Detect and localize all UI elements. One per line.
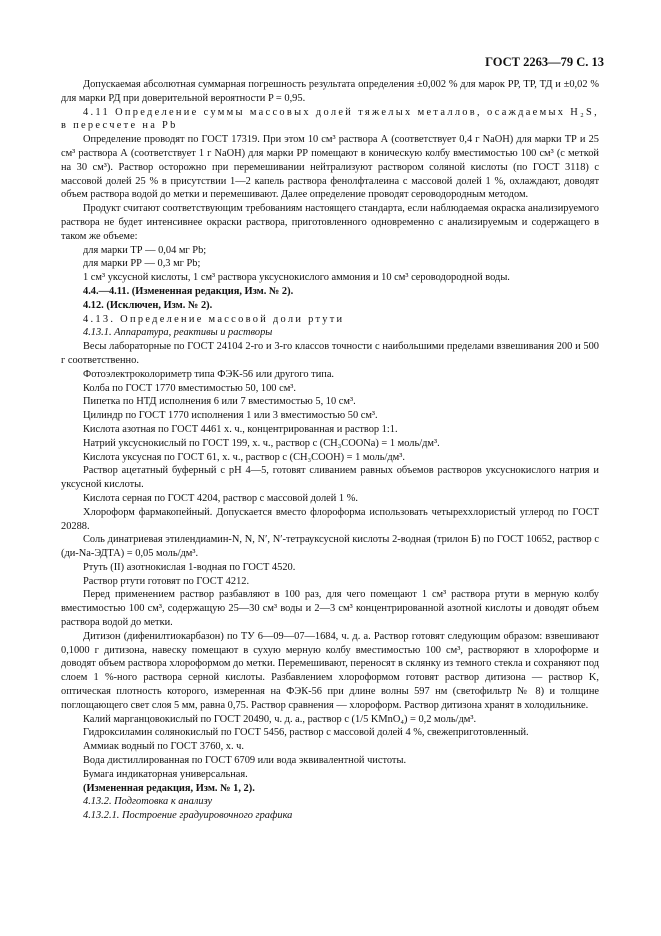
subsection-heading: 4.13.2. Подготовка к анализу <box>83 796 213 808</box>
paragraph: Раствор ртути готовят по ГОСТ 4212. <box>83 575 250 587</box>
paragraph: Аммиак водный по ГОСТ 3760, х. ч. <box>83 741 244 753</box>
paragraph: Продукт считают соответствующим требованиям настоящего стандарта, если наблюдаемая окраска анализируемого раствора не будет интенсивнее окраски раствора, приготовленного одновременно с анализируемым и содержащего в таком же объеме: <box>61 203 599 242</box>
paragraph: Весы лабораторные по ГОСТ 24104 2-го и 3-го классов точности с наибольшими пределами взвешивания 200 и 500 г соответственно. <box>61 341 599 366</box>
paragraph: Соль динатриевая этилендиамин-N, N, N′, N′-тетрауксусной кислоты 2-водная (трилон Б) по ГОСТ 10652, раствор c (ди-Na-ЭДТА) = 0,05 моль/дм³. <box>61 534 599 560</box>
paragraph: Натрий уксуснокислый по ГОСТ 199, х. ч., раствор c (CH₃COONa) = 1 моль/дм³. <box>83 437 440 449</box>
list-item: для марки ТР — 0,04 мг Pb; <box>83 244 207 256</box>
paragraph: Бумага индикаторная универсальная. <box>83 768 248 780</box>
paragraph: Ртуть (II) азотнокислая 1-водная по ГОСТ 4520. <box>83 561 296 573</box>
amendment-note: (Измененная редакция, Изм. № 1, 2). <box>83 782 255 794</box>
paragraph: Дитизон (дифенилтиокарбазон) по ТУ 6—09—07—1684, ч. д. а. Раствор готовят следующим образом: взвешивают 0,1000 г дитизона, навеску помещают в сухую мерную колбу вместимостью 100 см³, растворяют в хлороформе и доводят объем раствора хлороформом до метки. Перемешивают, переносят в склянку из темного стекла и сохраняют под слоем 1 %-ного раствора серной кислоты. Разбавлением хлороформом готовят раствор дитизона — раствор K, оптическая плотность которого, измеренная на ФЭК-56 при длине волны 597 нм (светофильтр № 8) и толщине поглощающего свет слоя 5 мм, равна 0,75. Раствор сравнения — хлороформ. Раствор дитизона хранят в холодильнике. <box>61 630 599 711</box>
paragraph: 1 см³ уксусной кислоты, 1 см³ раствора уксуснокислого аммония и 10 см³ сероводородной воды. <box>83 272 510 284</box>
subsection-heading: 4.13.1. Аппаратура, реактивы и растворы <box>83 327 273 339</box>
paragraph: Определение проводят по ГОСТ 17319. При этом 10 см³ раствора А (соответствует 0,4 г NaOH) для марки ТР и 25 см³ раствора А (соответствует 1 г NaOH) для марки РР помещают в коническую колбу вместимостью 100 см³ (с меткой на 30 см³). Раствор осторожно при перемешивании нейтрализуют раствором соляной кислоты (по ГОСТ 3118) с массовой долей 25 % в присутствии 1—2 капель раствора фенолфталеина с массовой долей 1 %, охлаждают, доводят объем раствора водой до метки и перемешивают. Далее определение проводят сероводородным методом. <box>61 134 599 201</box>
amendment-note: 4.12. (Исключен, Изм. № 2). <box>83 299 213 311</box>
paragraph: Фотоэлектроколориметр типа ФЭК-56 или другого типа. <box>83 368 335 380</box>
paragraph: Колба по ГОСТ 1770 вместимостью 50, 100 см³. <box>83 382 296 394</box>
paragraph: Гидроксиламин солянокислый по ГОСТ 5456, раствор с массовой долей 4 %, свежеприготовленный. <box>83 727 529 739</box>
section-heading-4-11: 4.11 Определение суммы массовых долей тяжелых металлов, осаждаемых H₂S, в пересчете на Pb <box>61 106 599 132</box>
paragraph: Калий марганцовокислый по ГОСТ 20490, ч. д. а., раствор c (1/5 KMnO₄) = 0,2 моль/дм³. <box>83 713 477 725</box>
section-heading-4-13: 4.13. Определение массовой доли ртути <box>83 313 345 325</box>
paragraph: Кислота серная по ГОСТ 4204, раствор с массовой долей 1 %. <box>83 492 358 504</box>
paragraph: Перед применением раствор разбавляют в 100 раз, для чего помещают 1 см³ раствора ртути в мерную колбу вместимостью 100 см³, содержащую 25—30 см³ воды и 2—3 см³ концентрированной азотной кислоты и доводят объем раствора водой до метки. <box>61 589 599 629</box>
paragraph: Раствор ацетатный буферный с pH 4—5, готовят сливанием равных объемов растворов уксуснокислого натрия и уксусной кислоты. <box>61 465 599 491</box>
list-item: для марки РР — 0,3 мг Pb; <box>83 258 201 270</box>
paragraph: Допускаемая абсолютная суммарная погрешность результата определения ±0,002 % для марок РР, ТР, ТД и ±0,02 % для марки РД при доверительной вероятности P = 0,95. <box>61 79 599 104</box>
paragraph: Вода дистиллированная по ГОСТ 6709 или вода эквивалентной чистоты. <box>83 755 407 767</box>
paragraph: Кислота азотная по ГОСТ 4461 х. ч., концентрированная и раствор 1:1. <box>83 423 398 435</box>
paragraph: Хлороформ фармакопейный. Допускается вместо флороформа использовать четыреххлористый углерод по ГОСТ 20288. <box>61 506 599 532</box>
paragraph: Кислота уксусная по ГОСТ 61, х. ч., раствор c (CH₃COOH) = 1 моль/дм³. <box>83 451 405 463</box>
paragraph: Пипетка по НТД исполнения 6 или 7 вместимостью 5, 10 см³. <box>83 396 356 408</box>
subsection-heading: 4.13.2.1. Построение градуировочного графика <box>83 810 293 822</box>
document-body <box>61 78 599 823</box>
page-header: ГОСТ 2263—79 С. 13 <box>485 55 604 69</box>
paragraph: Цилиндр по ГОСТ 1770 исполнения 1 или 3 вместимостью 50 см³. <box>83 410 378 422</box>
amendment-note: 4.4.—4.11. (Измененная редакция, Изм. № 2). <box>83 285 294 297</box>
